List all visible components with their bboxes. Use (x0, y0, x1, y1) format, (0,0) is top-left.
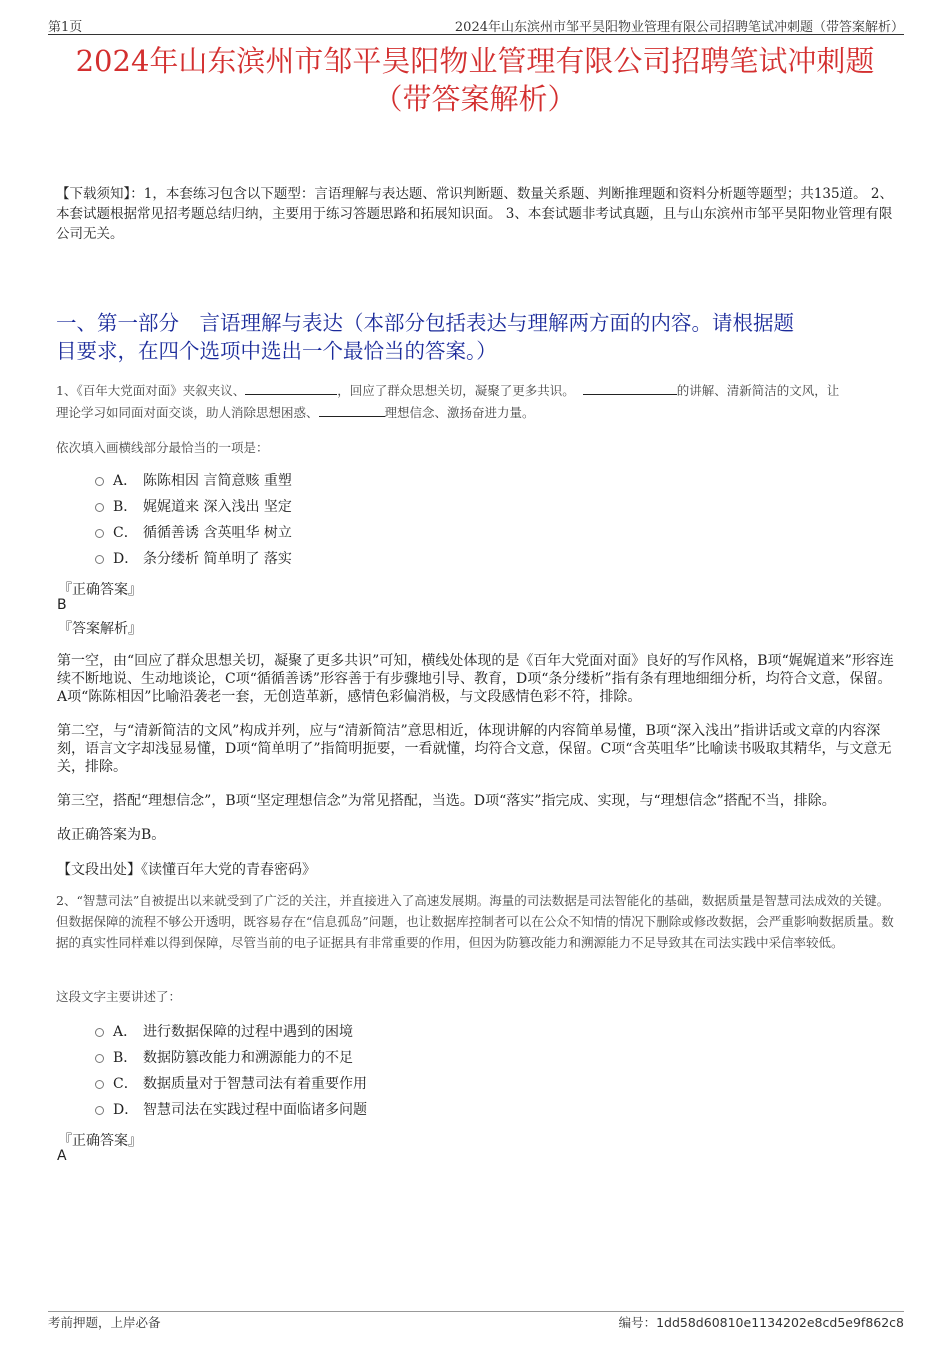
footer-code-label: 编号： (618, 1315, 657, 1330)
option-text: 娓娓道来 深入浅出 坚定 (143, 499, 292, 515)
analysis-paragraph-3: 第三空，搭配“理想信念”，B项“坚定理想信念”为常见搭配，当选。D项“落实”指完成、实现，与“理想信念”搭配不当，排除。 (57, 793, 836, 809)
radio-icon[interactable] (95, 1080, 104, 1089)
section-heading (56, 309, 900, 365)
fill-blank-2 (583, 384, 677, 395)
analysis-label: 『答案解析』 (58, 621, 142, 637)
title-line-2: （带答案解析） (373, 82, 577, 116)
answer-value: B (57, 597, 67, 613)
option-text: 进行数据保障的过程中遇到的困境 (143, 1024, 353, 1040)
option-text: 数据防篡改能力和溯源能力的不足 (143, 1050, 353, 1066)
option-a[interactable] (95, 1019, 367, 1045)
radio-icon[interactable] (95, 1054, 104, 1063)
answer-value: A (57, 1148, 67, 1164)
option-letter: C． (113, 1076, 138, 1092)
option-letter: B． (113, 499, 138, 515)
title-line-1: 2024年山东滨州市邹平昊阳物业管理有限公司招聘笔试冲刺题 (75, 44, 875, 78)
fill-blank-1 (245, 384, 337, 395)
option-letter: B． (113, 1050, 138, 1066)
option-letter: C． (113, 525, 138, 541)
option-a[interactable] (95, 468, 292, 494)
radio-icon[interactable] (95, 503, 104, 512)
analysis-paragraph-2: 第二空，与“清新简洁的文风”构成并列，应与“清新简洁”意思相近，体现讲解的内容简单易懂，B项“深入浅出”指讲话或文章的内容深刻，语言文字却浅显易懂，D项“简单明了”指简明扼要，一看就懂，均符合文意，保留。C项“含英咀华”比喻读书吸取其精华，与文意无关，排除。 (57, 723, 892, 775)
page-number: 第1页 (48, 20, 83, 35)
option-text: 智慧司法在实践过程中面临诸多问题 (143, 1102, 367, 1118)
radio-icon[interactable] (95, 1028, 104, 1037)
footer-slogan: 考前押题，上岸必备 (48, 1315, 161, 1330)
question-1-options (95, 468, 292, 572)
document-title (40, 42, 910, 118)
radio-icon[interactable] (95, 477, 104, 486)
radio-icon[interactable] (95, 555, 104, 564)
footer-code-value: 1dd58d60810e1134202e8cd5e9f862c8 (656, 1315, 904, 1330)
q1-stem-part: 1、《百年大党面对面》夹叙夹议、 (56, 383, 246, 398)
radio-icon[interactable] (95, 1106, 104, 1115)
option-b[interactable] (95, 1045, 367, 1071)
page-header (48, 14, 904, 35)
option-d[interactable] (95, 1097, 367, 1123)
analysis-paragraph-1: 第一空，由“回应了群众思想关切，凝聚了更多共识”可知，横线处体现的是《百年大党面对面》良好的写作风格，B项“娓娓道来”形容连续不断地说、生动地谈论，C项“循循善诱”形容善于有步骤地引导、教育，D项“条分缕析”指有条有理地细细分析，均符合文意，保留。A项“陈陈相因”比喻沿袭老一套，无创造革新，感情色彩偏消极，与文段感情色彩不符，排除。 (57, 653, 894, 705)
analysis-conclusion: 故正确答案为B。 (57, 827, 166, 843)
option-c[interactable] (95, 520, 292, 546)
answer-label: 『正确答案』 (58, 1133, 142, 1149)
answer-label: 『正确答案』 (58, 582, 142, 598)
option-text: 陈陈相因 言简意赅 重塑 (143, 473, 292, 489)
option-letter: A． (113, 1024, 138, 1040)
header-doc-title: 2024年山东滨州市邹平昊阳物业管理有限公司招聘笔试冲刺题（带答案解析） (454, 20, 904, 35)
option-letter: D． (113, 1102, 139, 1118)
question-1-prompt: 依次填入画横线部分最恰当的一项是： (56, 440, 269, 455)
option-d[interactable] (95, 546, 292, 572)
q1-stem-part: 的讲解、清新简洁的文风，让 (676, 383, 840, 398)
section-heading-line-2: 目要求，在四个选项中选出一个最恰当的答案。） (56, 339, 497, 363)
passage-source: 【文段出处】《读懂百年大党的青春密码》 (57, 862, 316, 878)
section-heading-line-1: 一、第一部分 言语理解与表达（本部分包括表达与理解两方面的内容。请根据题 (56, 311, 794, 335)
radio-icon[interactable] (95, 529, 104, 538)
download-notice: 【下载须知】：1，本套练习包含以下题型：言语理解与表达题、常识判断题、数量关系题、判断推理题和资料分析题等题型；共135道。 2、本套试题根据常见招考题总结归纳，主要用于练习答题思路和拓展知识面。 3、本套试题非考试真题，且与山东滨州市邹平昊阳物业管理有限公司无关。 (56, 186, 893, 242)
footer-code (619, 1313, 904, 1331)
question-2-stem: 2、“智慧司法”自被提出以来就受到了广泛的关注，并直接进入了高速发展期。海量的司法数据是司法智能化的基础，数据质量是智慧司法成效的关键。但数据保障的流程不够公开透明，既容易存在“信息孤岛”问题，也让数据库控制者可以在公众不知情的情况下删除或修改数据，会严重影响数据质量。数据的真实性同样难以得到保障，尽管当前的电子证据具有非常重要的作用，但因为防篡改能力和溯源能力不足导致其在司法实践中采信率较低。 (56, 893, 894, 950)
question-2-options (95, 1019, 367, 1123)
q1-stem-part: 理论学习如同面对面交谈，助人消除思想困惑、 (56, 405, 319, 420)
option-letter: D． (113, 551, 139, 567)
option-c[interactable] (95, 1071, 367, 1097)
q1-stem-part: 理想信念、激扬奋进力量。 (384, 405, 535, 420)
option-letter: A． (113, 473, 138, 489)
question-1-stem (56, 380, 900, 424)
option-b[interactable] (95, 494, 292, 520)
option-text: 循循善诱 含英咀华 树立 (143, 525, 292, 541)
question-2-prompt: 这段文字主要讲述了： (56, 989, 182, 1004)
footer-divider (48, 1311, 904, 1312)
q1-stem-part: ，回应了群众思想关切，凝聚了更多共识。 (337, 383, 575, 398)
fill-blank-3 (319, 406, 385, 417)
option-text: 数据质量对于智慧司法有着重要作用 (143, 1076, 367, 1092)
option-text: 条分缕析 简单明了 落实 (143, 551, 292, 567)
